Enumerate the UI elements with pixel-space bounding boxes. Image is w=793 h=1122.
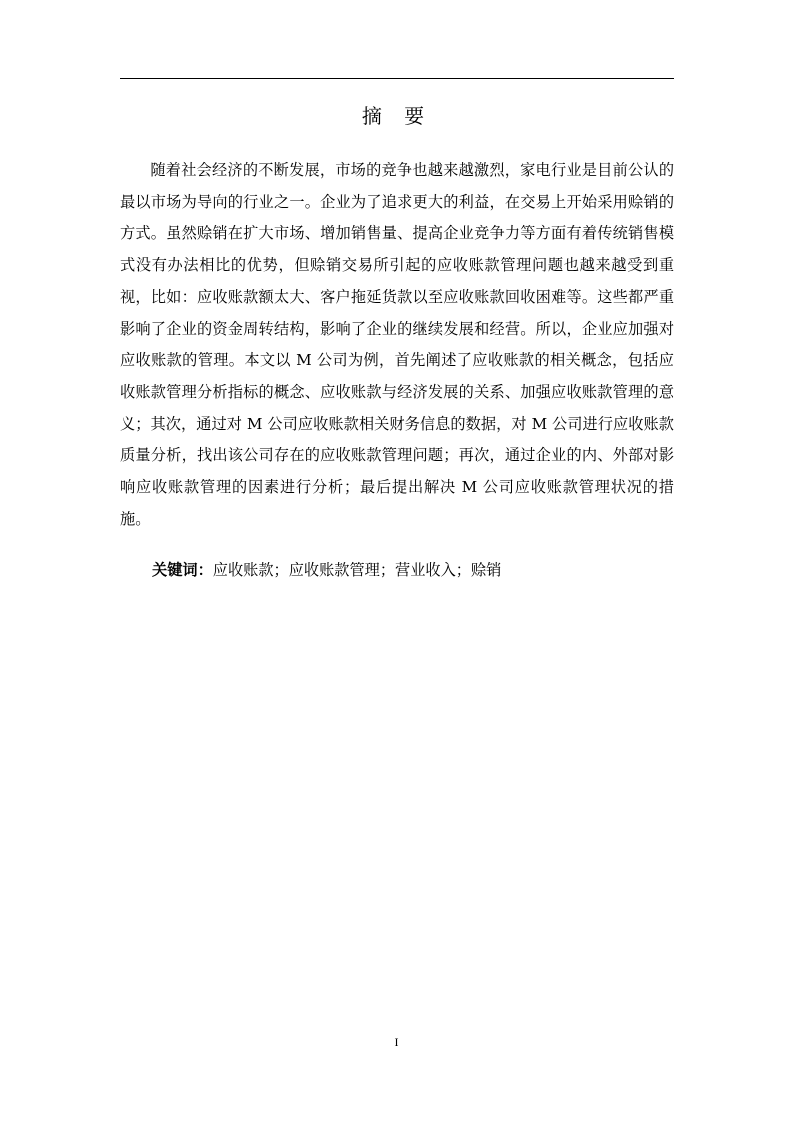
keywords-list: 应收账款；应收账款管理；营业收入；赊销: [212, 561, 502, 579]
keywords-line: [152, 556, 674, 584]
page-number: I: [394, 1035, 399, 1049]
keywords-label: 关键词：: [152, 561, 213, 579]
header-rule: [120, 78, 674, 79]
abstract-body: 随着社会经济的不断发展，市场的竞争也越来越激烈，家电行业是目前公认的最以市场为导向的行业之一。企业为了追求更大的利益，在交易上开始采用赊销的方式。虽然赊销在扩大市场、增加销售量、提高企业竞争力等方面有着传统销售模式没有办法相比的优势，但赊销交易所引起的应收账款管理问题也越来越受到重视，比如：应收账款额太大、客户拖延货款以至应收账款回收困难等。这些都严重影响了企业的资金周转结构，影响了企业的继续发展和经营。所以，企业应加强对应收账款的管理。本文以 M 公司为例，首先阐述了应收账款的相关概念，包括应收账款管理分析指标的概念、应收账款与经济发展的关系、加强应收账款管理的意义；其次，通过对 M 公司应收账款相关财务信息的数据，对 M 公司进行应收账款质量分析，找出该公司存在的应收账款管理问题；再次，通过企业的内、外部对影响应收账款管理的因素进行分析；最后提出解决 M 公司应收账款管理状况的措施。: [120, 161, 674, 528]
abstract-title: 摘 要: [361, 104, 433, 128]
